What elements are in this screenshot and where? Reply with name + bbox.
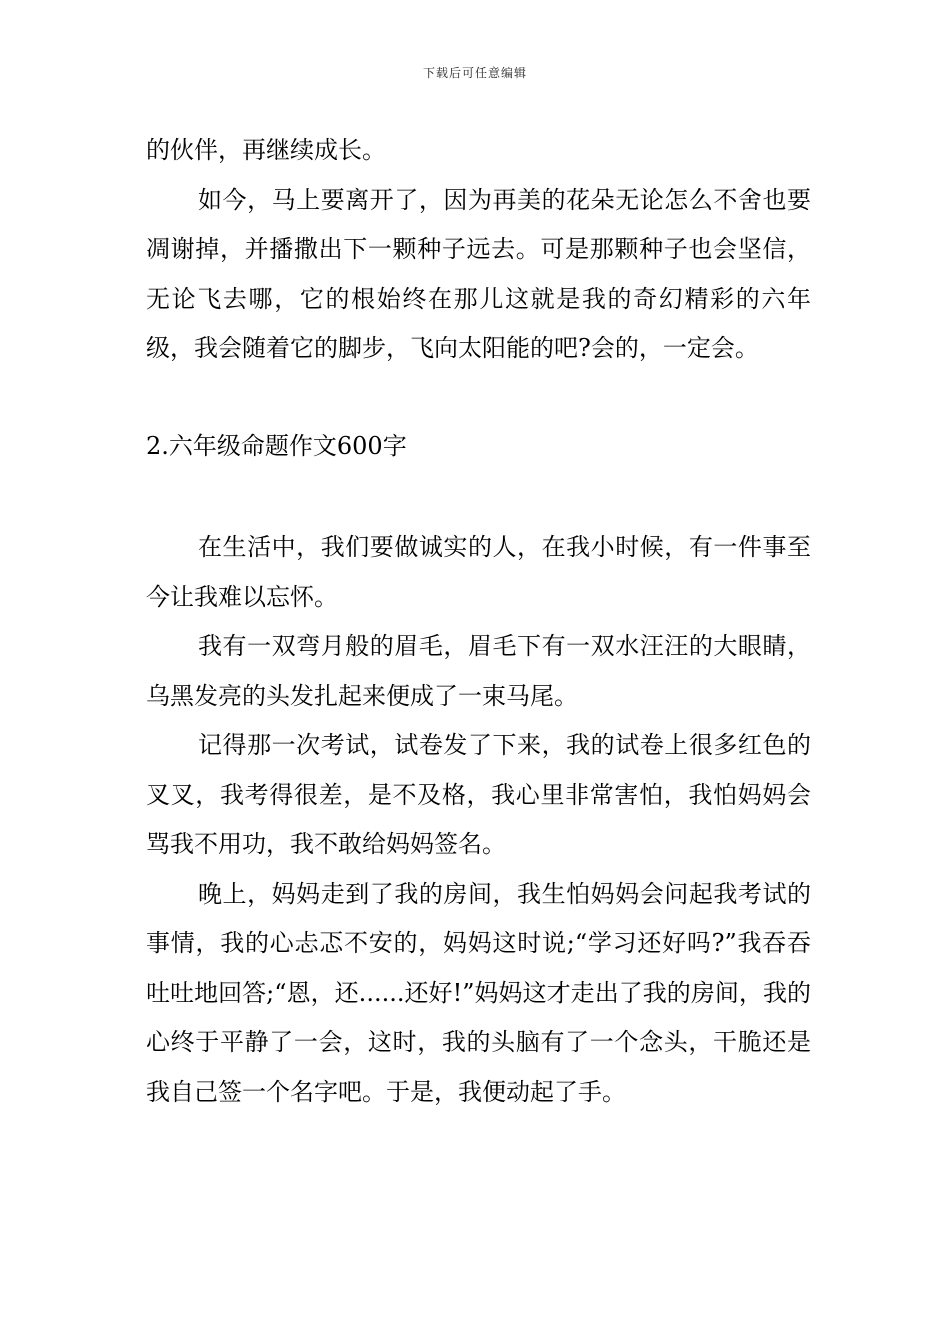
paragraph-continuation: 的伙伴，再继续成长。 — [146, 136, 386, 164]
spacer — [146, 471, 811, 523]
paragraph: 晚上，妈妈走到了我的房间，我生怕妈妈会问起我考试的事情，我的心忐忑不安的，妈妈这时说;“学习还好吗?”我吞吞吐吐地回答;“恩，还......还好!”妈妈这才走出了我的房间，我的心终于平静了一会，这时，我的头脑有了一个念头，干脆还是我自己签一个名字吧。于是，我便动起了手。 — [146, 879, 811, 1106]
paragraph: 如今，马上要离开了，因为再美的花朵无论怎么不舍也要凋谢掉，并播撒出下一颗种子远去。可是那颗种子也会坚信，无论飞去哪，它的根始终在那儿这就是我的奇幻精彩的六年级，我会随着它的脚步，飞向太阳能的吧?会的，一定会。 — [146, 185, 811, 362]
paragraph: 记得那一次考试，试卷发了下来，我的试卷上很多红色的叉叉，我考得很差，是不及格，我心里非常害怕，我怕妈妈会骂我不用功，我不敢给妈妈签名。 — [146, 731, 811, 858]
page-header-note: 下载后可任意编辑 — [422, 66, 527, 80]
document-body — [146, 126, 811, 1117]
paragraph: 在生活中，我们要做诚实的人，在我小时候，有一件事至今让我难以忘怀。 — [146, 533, 811, 611]
section-heading: 2.六年级命题作文600字 — [146, 431, 407, 460]
paragraph: 我有一双弯月般的眉毛，眉毛下有一双水汪汪的大眼睛，乌黑发亮的头发扎起来便成了一束马尾。 — [146, 632, 811, 710]
spacer — [146, 374, 811, 422]
